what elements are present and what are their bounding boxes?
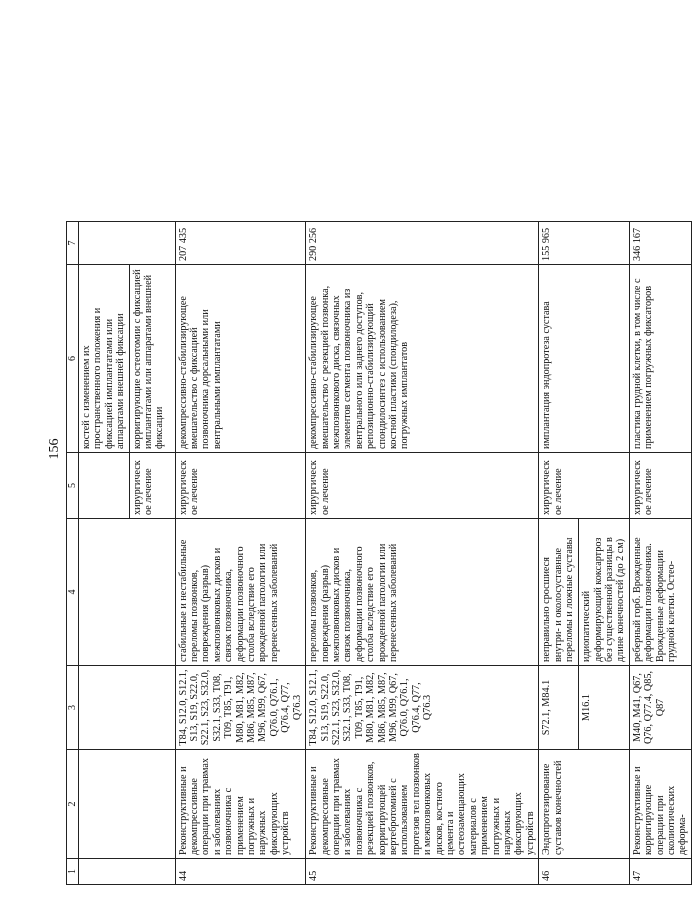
- diagnosis-codes: M40, M41, Q67, Q76, Q77.4, Q85, Q87: [629, 666, 691, 750]
- patient-model: переломы позвонков, повреждения (разрыв) межпозвонковых дисков и связок позвоночника, деформации позвоночного столба вследствие его врожденной патологии или перенесенных заболеваний: [306, 519, 539, 666]
- page-number: 156: [47, 438, 62, 460]
- table-row: [539, 222, 579, 885]
- treatment-method: корригирующие остеотомии с фиксацией имплантатами или аппаратами внешней фиксации: [129, 265, 175, 453]
- treatment-type: хирургическое лечение: [539, 453, 630, 519]
- diagnosis-codes: T84, S12.0, S12.1, S13, S19, S22.0, S22.1, S23, S32.0, S32.1, S33, T08, T09, T85, T91, M80, M81, M82, M86, M85, M87, M96, M99, Q67, Q76.0, Q76.1, Q76.4, Q77, Q76.3: [175, 666, 305, 750]
- column-header: 5: [67, 453, 79, 519]
- treatment-method: пластика грудной клетки, в том числе с применением погружных фиксаторов: [629, 265, 691, 453]
- intervention-name: Реконструктивные и декомпрессивные операции при травмах и заболеваниях позвоночника с резекцией позвонков, корригирующей вертебротомией с использованием протезов тел позвонков и межпозвонковых дисков, костного цемента и остеозамещающих материалов с применением погружных и наружных фиксирующих устройств: [306, 750, 539, 859]
- treatment-method: костей с изменением их пространственного положения и фиксацией имплантатами или аппаратами внешней фиксации: [79, 265, 130, 453]
- treatment-type: хирургическое лечение: [129, 453, 175, 519]
- intervention-name: Эндопротезирование суставов конечностей: [539, 750, 630, 859]
- row-number: 44: [175, 859, 305, 885]
- diagnosis-codes: [79, 666, 176, 750]
- diagnosis-codes: M16.1: [579, 666, 630, 750]
- patient-model: стабильные и нестабильные переломы позвонков, повреждения (разрыв) межпозвонковых дисков и связок позвоночника, деформации позвоночного столба вследствие его врожденной патологии или перенесенных заболеваний: [175, 519, 305, 666]
- column-header: 7: [67, 222, 79, 265]
- treatment-type: хирургическое лечение: [175, 453, 305, 519]
- cost: [79, 222, 176, 265]
- diagnosis-codes: S72.1, M84.1: [539, 666, 579, 750]
- cost: 155 965: [539, 222, 630, 265]
- row-number: 45: [306, 859, 539, 885]
- row-number: [79, 859, 176, 885]
- treatment-type: хирургическое лечение: [306, 453, 539, 519]
- intervention-name: Реконструктивные и декомпрессивные операции при травмах и заболеваниях позвоночника с применением погружных и наружных фиксирующих устройств: [175, 750, 305, 859]
- medical-care-table: [66, 221, 692, 885]
- intervention-name: Реконструктивные и корригирующие операции при сколиотических деформа-: [629, 750, 691, 859]
- table-row: [629, 222, 691, 885]
- diagnosis-codes: T84, S12.0, S12.1, S13, S19, S22.0, S22.1, S23, S32.0, S32.1, S33, T08, T09, T85, T91, M80, M81, M82, M86, M85, M87, M96, M99, Q67, Q76.0, Q76.1, Q76.4, Q77, Q76.3: [306, 666, 539, 750]
- column-header: 4: [67, 519, 79, 666]
- patient-model: идиопатический деформирующий коксартроз без существенной разницы в длине конечностей (до 2 см): [579, 519, 630, 666]
- treatment-method: декомпрессивно-стабилизирующее вмешательство с фиксацией позвоночника дорсальными или вентральными имплантатами: [175, 265, 305, 453]
- cost: 346 167: [629, 222, 691, 265]
- row-number: 46: [539, 859, 630, 885]
- cost: 290 256: [306, 222, 539, 265]
- treatment-method: имплантация эндопротеза сустава: [539, 265, 630, 453]
- patient-model: неправильно сросшиеся внутри- и околосуставные переломы и ложные суставы: [539, 519, 579, 666]
- column-header: 1: [67, 859, 79, 885]
- intervention-name: [79, 750, 176, 859]
- table-row: [79, 222, 130, 885]
- treatment-type: [79, 453, 130, 519]
- cost: 207 435: [175, 222, 305, 265]
- column-header: 6: [67, 265, 79, 453]
- treatment-method: декомпрессивно-стабилизирующее вмешательство с резекцией позвонка, межпозвонкового диска, связочных элементов сегмента позвоночника из вентрального или заднего доступов, репозиционно-стабилизирующий спондилосинтез с использованием костной пластики (спондилодеза), погружных имплантатов: [306, 265, 539, 453]
- table-row: [175, 222, 305, 885]
- column-header: 3: [67, 666, 79, 750]
- header-row: [67, 222, 79, 885]
- treatment-type: хирургическое лечение: [629, 453, 691, 519]
- patient-model: реберный горб. Врожденные деформации позвоночника. Врожденные деформации грудной клетки. Остео-: [629, 519, 691, 666]
- table-row: [306, 222, 539, 885]
- row-number: 47: [629, 859, 691, 885]
- column-header: 2: [67, 750, 79, 859]
- patient-model: [79, 519, 176, 666]
